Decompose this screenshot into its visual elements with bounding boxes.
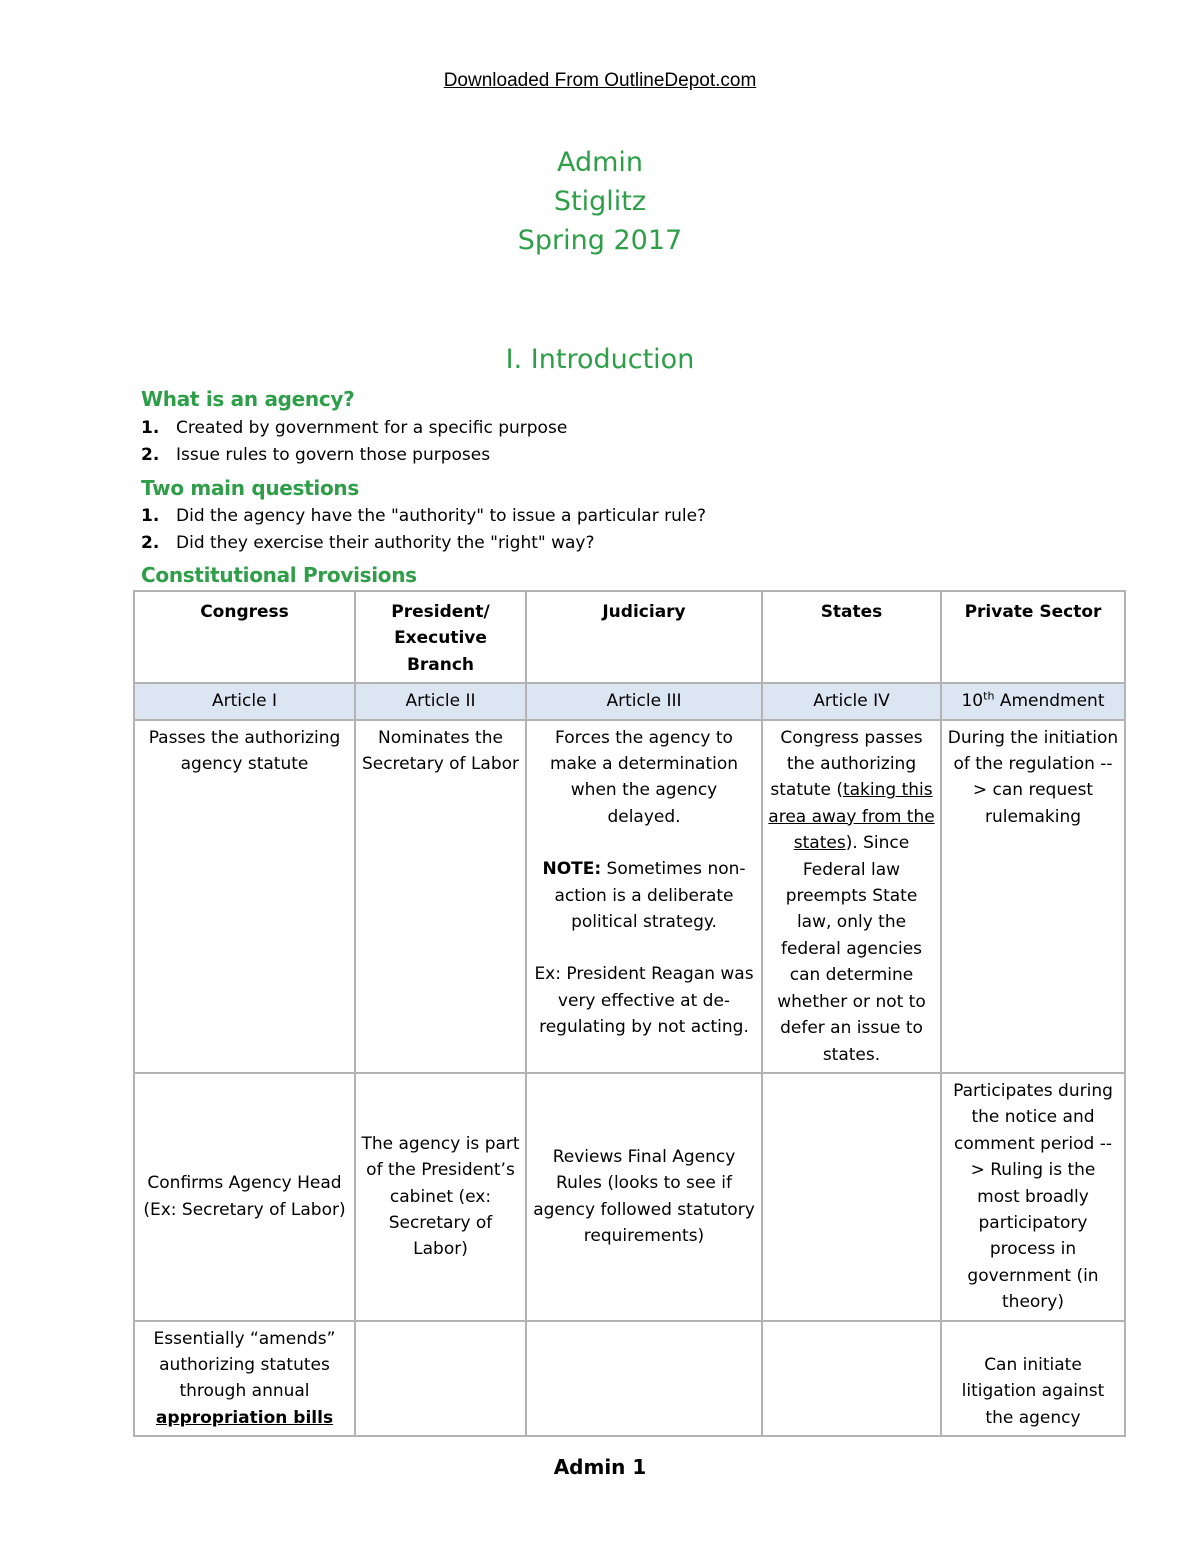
table-row xyxy=(134,1073,1125,1321)
cell-text: Congress passes the authorizing statute ( xyxy=(770,727,923,801)
table-cell: Participates during the notice and comment period --> Ruling is the most broadly participatory process in government (in theory) xyxy=(941,1073,1125,1321)
provisions-heading: Constitutional Provisions xyxy=(141,563,417,587)
emphasized-text: appropriation bills xyxy=(155,1407,334,1428)
list-text: Created by government for a specific purpose xyxy=(176,418,568,438)
table-cell: During the initiation of the regulation --> can request rulemaking xyxy=(941,720,1125,1073)
title-course: Admin xyxy=(556,147,644,178)
column-header: Judiciary xyxy=(526,591,762,683)
list-item xyxy=(141,445,490,465)
column-header: States xyxy=(762,591,941,683)
cell-text: Forces the agency to make a determination when the agency delayed. xyxy=(549,727,738,827)
list-text: Did the agency have the "authority" to issue a particular rule? xyxy=(176,506,707,526)
paragraph-gap xyxy=(532,830,756,856)
table-header-row xyxy=(134,591,1125,683)
list-number: 2. xyxy=(141,533,160,553)
agency-heading: What is an agency? xyxy=(141,387,355,411)
cell-text: Essentially “amends” authorizing statutes through annual xyxy=(153,1328,336,1402)
table-cell xyxy=(762,720,941,1073)
article-cell: Article I xyxy=(134,683,355,719)
column-header: Congress xyxy=(134,591,355,683)
source-link[interactable]: Downloaded From OutlineDepot.com xyxy=(443,70,757,91)
table-row xyxy=(134,1321,1125,1437)
table-cell: Can initiate litigation against the agency xyxy=(941,1321,1125,1437)
table-cell xyxy=(762,1073,941,1321)
amendment-number: 10 xyxy=(961,691,984,712)
cell-text: ). Since Federal law preempts State law, only the federal agencies can determine whether or not to defer an issue to states. xyxy=(777,833,926,1065)
list-item xyxy=(141,533,595,553)
provisions-table xyxy=(133,590,1126,1437)
ordinal-suffix: th xyxy=(983,689,995,703)
paragraph-gap xyxy=(532,935,756,961)
table-cell: Passes the authorizing agency statute xyxy=(134,720,355,1073)
amendment-label: Amendment xyxy=(994,691,1105,712)
table-cell xyxy=(762,1321,941,1437)
section-heading: I. Introduction xyxy=(505,344,695,375)
list-number: 1. xyxy=(141,506,160,526)
title-professor: Stiglitz xyxy=(553,186,647,217)
underlined-text: taking this area away from the states xyxy=(768,780,935,854)
list-item xyxy=(141,506,706,526)
table-cell: The agency is part of the President’s cabinet (ex: Secretary of Labor) xyxy=(355,1073,526,1321)
document-title xyxy=(0,143,1200,260)
table-cell xyxy=(134,1321,355,1437)
table-cell xyxy=(526,720,762,1073)
column-header: President/ Executive Branch xyxy=(355,591,526,683)
table-row xyxy=(134,720,1125,1073)
table-cell xyxy=(526,1321,762,1437)
table-cell xyxy=(355,1321,526,1437)
table-cell: Confirms Agency Head (Ex: Secretary of Labor) xyxy=(134,1073,355,1321)
list-number: 2. xyxy=(141,445,160,465)
list-item xyxy=(141,418,567,438)
questions-heading: Two main questions xyxy=(141,476,359,500)
cell-text: Ex: President Reagan was very effective at de-regulating by not acting. xyxy=(534,964,754,1038)
table-cell: Reviews Final Agency Rules (looks to see if agency followed statutory requirements) xyxy=(526,1073,762,1321)
page-footer: Admin 1 xyxy=(553,1455,647,1479)
article-cell xyxy=(941,683,1125,719)
cell-text: Sometimes non-action is a deliberate political strategy. xyxy=(554,859,746,933)
article-cell: Article IV xyxy=(762,683,941,719)
article-row xyxy=(134,683,1125,719)
article-cell: Article III xyxy=(526,683,762,719)
list-text: Did they exercise their authority the "right" way? xyxy=(176,533,595,553)
list-text: Issue rules to govern those purposes xyxy=(176,445,491,465)
title-term: Spring 2017 xyxy=(517,225,683,256)
table-cell: Nominates the Secretary of Labor xyxy=(355,720,526,1073)
column-header: Private Sector xyxy=(941,591,1125,683)
list-number: 1. xyxy=(141,418,160,438)
note-label: NOTE: xyxy=(542,859,602,880)
article-cell: Article II xyxy=(355,683,526,719)
